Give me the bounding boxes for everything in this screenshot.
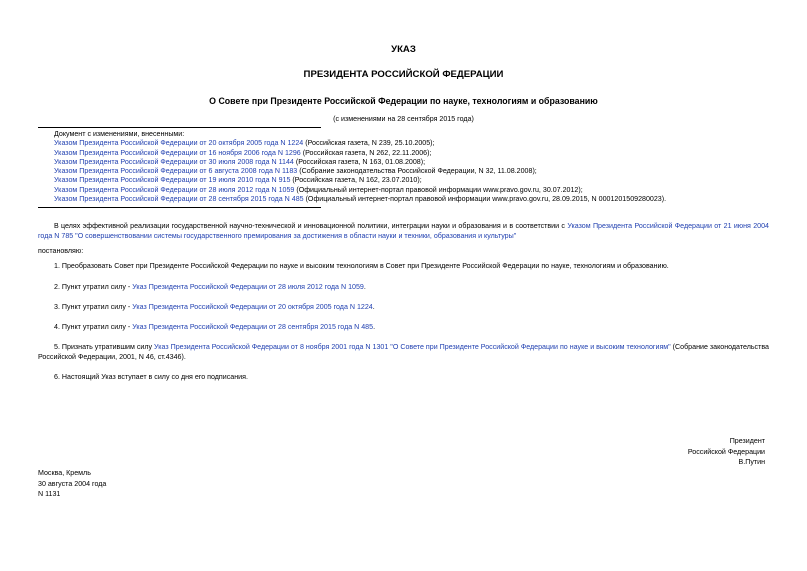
change-link[interactable]: Указом Президента Российской Федерации от 28 сентября 2015 года N 485 — [54, 195, 304, 204]
document-number: N 1131 — [38, 490, 61, 498]
signer-title: Президент — [729, 437, 765, 445]
change-item — [54, 139, 769, 148]
changes-list — [38, 128, 769, 207]
point-5-tail: (Собрание законодательства Российской Федерации, 2001, N 46, ст.4346). — [38, 343, 769, 361]
change-link[interactable]: Указом Президента Российской Федерации от 20 октября 2005 года N 1224 — [54, 139, 304, 148]
change-source: (Собрание законодательства Российской Федерации, N 32, 11.08.2008); — [297, 167, 537, 176]
change-item — [54, 186, 769, 195]
point-2-link[interactable]: Указ Президента Российской Федерации от 28 июля 2012 года N 1059 — [132, 282, 364, 291]
change-item — [54, 176, 769, 185]
change-link[interactable]: Указом Президента Российской Федерации от 19 июля 2010 года N 915 — [54, 176, 291, 185]
point-5 — [38, 343, 769, 362]
change-source: (Российская газета, N 162, 23.07.2010); — [290, 176, 422, 185]
revision-note: (с изменениями на 28 сентября 2015 года) — [333, 115, 474, 123]
change-source: (Российская газета, N 163, 01.08.2008); — [293, 157, 426, 166]
point-3-text: 3. Пункт утратил силу - — [54, 302, 133, 311]
point-4-text: 4. Пункт утратил силу - — [54, 323, 133, 332]
change-link[interactable]: Указом Президента Российской Федерации от 30 июля 2008 года N 1144 — [54, 157, 294, 166]
point-4-link[interactable]: Указ Президента Российской Федерации от 28 сентября 2015 года N 485 — [132, 323, 374, 332]
signer-country: Российской Федерации — [687, 447, 765, 456]
point-3 — [38, 303, 769, 312]
preamble-link[interactable]: Указом Президента Российской Федерации от 21 июня 2004 года N 785 "О совершенствовании системы государственного премирования за достижения в области науки и техники, образования и культуры" — [38, 222, 769, 240]
document-title: О Совете при Президенте Российской Федерации по науке, технологиям и образованию — [209, 96, 598, 106]
point-5-link[interactable]: Указ Президента Российской Федерации от 8 ноября 2001 года N 1301 "О Совете при Президенте Российской Федерации по науке и высоким технологиям" — [154, 343, 671, 352]
change-item — [54, 195, 769, 204]
change-link[interactable]: Указом Президента Российской Федерации от 28 июля 2012 года N 1059 — [54, 185, 295, 194]
point-2-text: 2. Пункт утратил силу - — [54, 282, 133, 291]
point-5-text: 5. Признать утратившим силу — [54, 343, 155, 352]
point-6: 6. Настоящий Указ вступает в силу со дня его подписания. — [54, 373, 248, 382]
point-4 — [38, 323, 769, 332]
preamble-paragraph — [38, 222, 769, 241]
point-3-link[interactable]: Указ Президента Российской Федерации от 20 октября 2005 года N 1224 — [132, 302, 373, 311]
point-2-period: . — [363, 282, 366, 291]
change-item — [54, 158, 769, 167]
point-4-period: . — [373, 323, 376, 332]
change-source: (Российская газета, N 262, 22.11.2006); — [300, 148, 432, 157]
place-date-block — [38, 468, 106, 500]
decree-word: постановляю: — [38, 246, 84, 255]
change-source: (Официальный интернет-портал правовой информации www.pravo.gov.ru, 28.09.2015, N 0001201509280023). — [303, 195, 667, 204]
change-item — [54, 149, 769, 158]
changes-heading: Документ с изменениями, внесенными: — [54, 130, 185, 138]
point-1: 1. Преобразовать Совет при Президенте Российской Федерации по науке и высоким технологиям в Совет при Президенте Российской Федерации по науке, технологиям и образованию. — [54, 262, 669, 271]
document-type-title: УКАЗ — [391, 44, 416, 55]
change-link[interactable]: Указом Президента Российской Федерации от 16 ноября 2006 года N 1296 — [54, 148, 301, 157]
change-item — [54, 167, 769, 176]
point-2 — [38, 283, 769, 292]
issuer-title: ПРЕЗИДЕНТА РОССИЙСКОЙ ФЕДЕРАЦИИ — [303, 69, 504, 80]
date-of-signing: 30 августа 2004 года — [38, 479, 107, 488]
change-source: (Российская газета, N 239, 25.10.2005); — [303, 139, 435, 148]
point-3-period: . — [372, 302, 375, 311]
place-of-signing: Москва, Кремль — [38, 469, 91, 477]
signer-name: В.Путин — [738, 458, 765, 466]
change-link[interactable]: Указом Президента Российской Федерации от 6 августа 2008 года N 1183 — [54, 167, 298, 176]
change-source: (Официальный интернет-портал правовой информации www.pravo.gov.ru, 30.07.2012); — [294, 185, 583, 194]
preamble-text: В целях эффективной реализации государственной научно-технической и инновационной политики, интеграции науки и образования и в соответствии с — [54, 222, 568, 231]
signature-block — [688, 436, 765, 468]
document-page — [38, 44, 769, 382]
